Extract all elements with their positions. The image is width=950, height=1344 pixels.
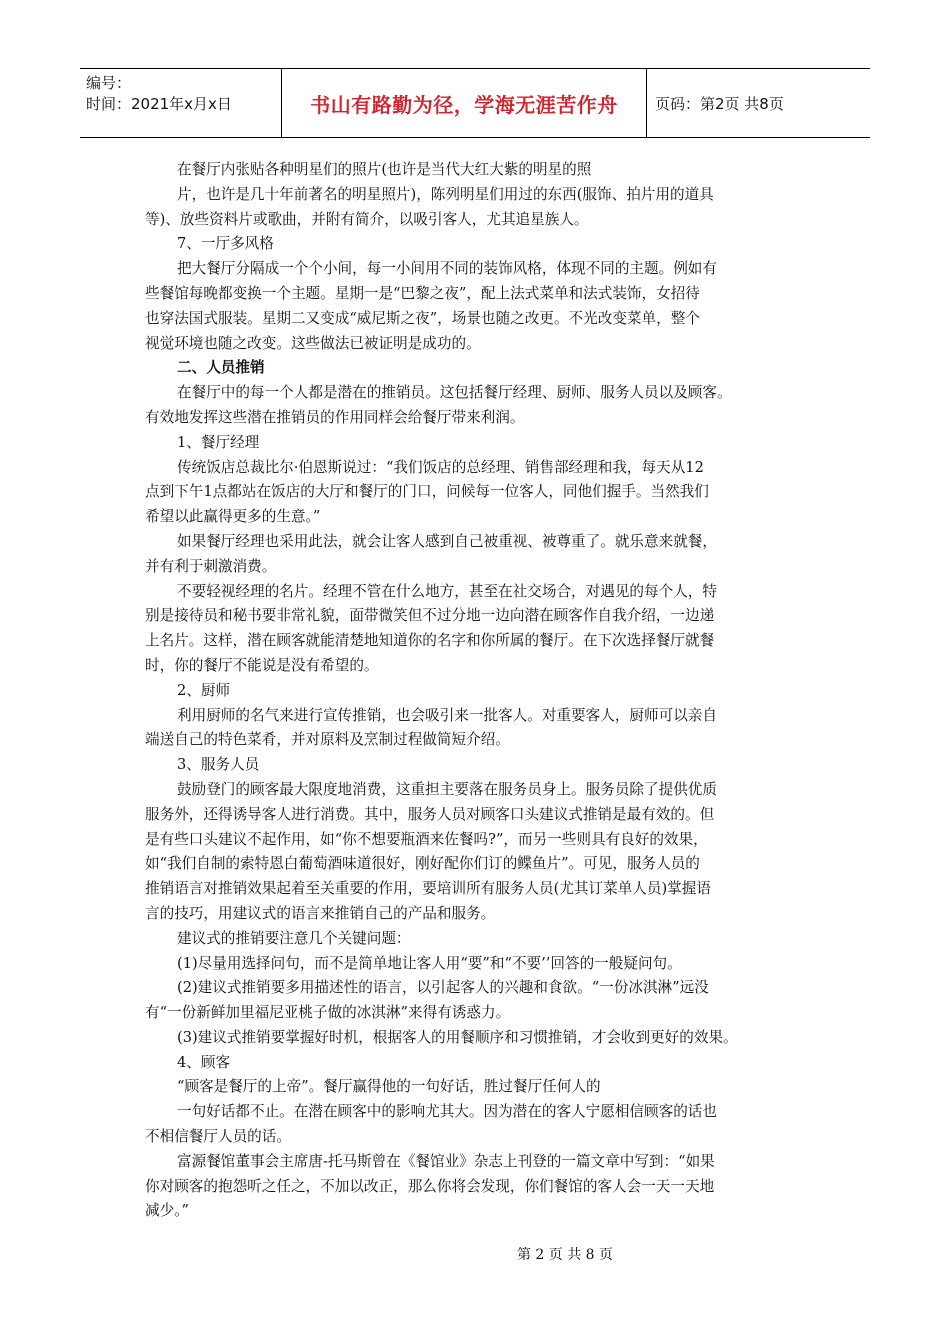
text-line: 希望以此赢得更多的生意。” xyxy=(145,508,321,526)
text-line: 如“我们自制的索特恩白葡萄酒味道很好，刚好配你们订的鲽鱼片”。可见，服务人员的 xyxy=(145,855,700,873)
page-number: 第 2 页 共 8 页 xyxy=(516,1247,614,1263)
text-line: 等)、放些资料片或歌曲，并附有简介，以吸引客人，尤其追星族人。 xyxy=(145,210,589,228)
text-line: 4、顾客 xyxy=(177,1053,231,1071)
text-line: 1、餐厅经理 xyxy=(177,433,260,451)
text-line: 你对顾客的抱怨听之任之，不加以改正，那么你将会发现，你们餐馆的客人会一天一天地 xyxy=(145,1177,715,1195)
text-line: 2、厨师 xyxy=(177,681,231,699)
text-line: 富源餐馆董事会主席唐-托马斯曾在《餐馆业》杂志上刊登的一篇文章中写到：“如果 xyxy=(177,1152,715,1170)
doc-time-label: 时间：2021年x月x日 xyxy=(86,95,232,113)
text-line: 服务外，还得诱导客人进行消费。其中，服务人员对顾客口头建议式推销是最有效的。但 xyxy=(145,805,715,823)
text-line: 如果餐厅经理也采用此法，就会让客人感到自己被重视、被尊重了。就乐意来就餐， xyxy=(177,532,717,550)
text-line: 有“一份新鲜加里福尼亚桃子做的冰淇淋”来得有诱惑力。 xyxy=(145,1004,511,1022)
text-line: 利用厨师的名气来进行宣传推销，也会吸引来一批客人。对重要客人，厨师可以亲自 xyxy=(177,706,717,724)
text-line: 推销语言对推销效果起着至关重要的作用，要培训所有服务人员(尤其订菜单人员)掌握语 xyxy=(145,880,711,898)
text-line: 一句好话都不止。在潜在顾客中的影响尤其大。因为潜在的客人宁愿相信顾客的话也 xyxy=(177,1103,717,1121)
doc-number-label: 编号： xyxy=(86,74,132,92)
text-line: (2)建议式推销要多用描述性的语言，以引起客人的兴趣和食欲。“一份冰淇淋”远没 xyxy=(177,979,709,997)
text-line: 有效地发挥这些潜在推销员的作用同样会给餐厅带来利润。 xyxy=(145,408,525,426)
page-footer xyxy=(0,1244,950,1264)
text-line: 传统饭店总裁比尔·伯恩斯说过：“我们饭店的总经理、销售部经理和我，每天从12 xyxy=(177,458,704,476)
text-line: 视觉环境也随之改变。这些做法已被证明是成功的。 xyxy=(145,334,481,352)
text-line: 上名片。这样，潜在顾客就能清楚地知道你的名字和你所属的餐厅。在下次选择餐厅就餐 xyxy=(145,632,715,650)
text-line: “顾客是餐厅的上帝”。餐厅赢得他的一句好话，胜过餐厅任何人的 xyxy=(177,1078,601,1096)
text-line: 也穿法国式服装。星期二又变成“威尼斯之夜”，场景也随之改更。不光改变菜单，整个 xyxy=(145,309,700,327)
text-line: 不相信餐厅人员的话。 xyxy=(145,1128,291,1146)
text-line: 鼓励登门的顾客最大限度地消费，这重担主要落在服务员身上。服务员除了提供优质 xyxy=(177,780,717,798)
text-line: 7、一厅多风格 xyxy=(177,235,274,253)
text-line: (1)尽量用选择问句，而不是简单地让客人用“要”和“不要’’回答的一般疑问句。 xyxy=(177,954,682,972)
text-line: 减少。” xyxy=(145,1202,189,1220)
text-line: 时，你的餐厅不能说是没有希望的。 xyxy=(145,656,379,674)
text-line: 在餐厅内张贴各种明星们的照片(也许是当代大红大紫的明星的照 xyxy=(177,161,592,178)
text-line: 点到下午1点都站在饭店的大厅和餐厅的门口，问候每一位客人，同他们握手。当然我们 xyxy=(145,483,709,501)
header-page-label: 页码：第2页 共8页 xyxy=(655,94,784,113)
text-line: 别是接待员和秘书要非常礼貌，面带微笑但不过分地一边向潜在顾客作自我介绍，一边递 xyxy=(145,607,715,625)
text-line: (3)建议式推销要掌握好时机，根据客人的用餐顺序和习惯推销，才会收到更好的效果。 xyxy=(177,1028,738,1046)
section-heading: 二、人员推销 xyxy=(177,359,265,377)
text-line: 把大餐厅分隔成一个个小间，每一小间用不同的装饰风格，体现不同的主题。例如有 xyxy=(177,260,717,278)
text-line: 言的技巧，用建议式的语言来推销自己的产品和服务。 xyxy=(145,904,496,922)
header-motto: 书山有路勤为径，学海无涯苦作舟 xyxy=(282,69,647,137)
text-line: 些餐馆每晚都变换一个主题。星期一是“巴黎之夜”，配上法式菜单和法式装饰，女招待 xyxy=(145,284,700,302)
document-body xyxy=(145,158,825,1224)
text-line: 端送自己的特色菜肴，并对原料及烹制过程做简短介绍。 xyxy=(145,731,510,749)
header-meta xyxy=(80,69,282,137)
text-line: 建议式的推销要注意几个关键问题： xyxy=(177,929,411,947)
text-line: 是有些口头建议不起作用，如“你不想要瓶酒来佐餐吗?”，而另一些则具有良好的效果， xyxy=(145,830,708,848)
text-line: 不要轻视经理的名片。经理不管在什么地方，甚至在社交场合，对遇见的每个人，特 xyxy=(177,582,717,600)
text-line: 3、服务人员 xyxy=(177,756,260,774)
text-line: 片，也许是几十年前著名的明星照片)，陈列明星们用过的东西(服饰、拍片用的道具 xyxy=(177,185,714,203)
text-line: 在餐厅中的每一个人都是潜在的推销员。这包括餐厅经理、厨师、服务人员以及顾客。 xyxy=(177,384,732,402)
text-line: 并有利于刺激消费。 xyxy=(145,557,277,575)
page-header xyxy=(80,68,870,138)
